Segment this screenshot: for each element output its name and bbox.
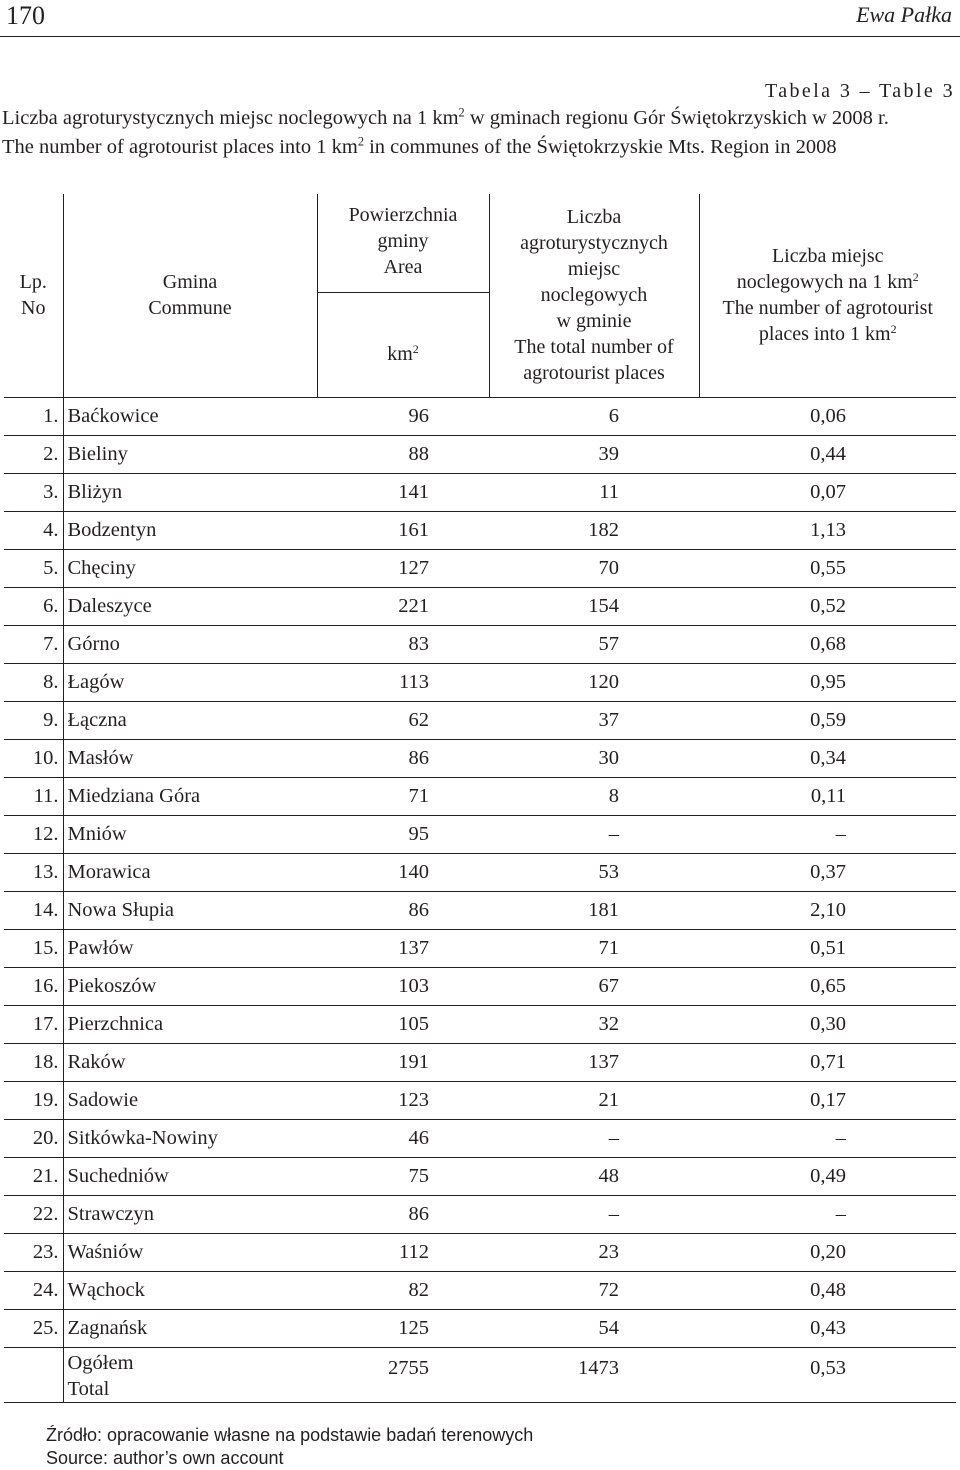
- places-value: 154: [489, 587, 699, 625]
- area-value: 86: [317, 891, 489, 929]
- total-label: Ogółem Total: [63, 1347, 317, 1402]
- area-value: 86: [317, 1195, 489, 1233]
- table-row: [4, 777, 956, 815]
- row-number: 14.: [4, 891, 63, 929]
- places-value: –: [489, 1119, 699, 1157]
- ratio-value: 0,34: [699, 739, 956, 777]
- total-row: [4, 1347, 956, 1402]
- area-value: 46: [317, 1119, 489, 1157]
- commune-name: Pawłów: [63, 929, 317, 967]
- places-value: 72: [489, 1271, 699, 1309]
- ratio-value: –: [699, 815, 956, 853]
- total-area: 2755: [317, 1347, 489, 1402]
- ratio-value: 1,13: [699, 511, 956, 549]
- table-row: [4, 397, 956, 435]
- commune-name: Zagnańsk: [63, 1309, 317, 1347]
- ratio-value: 0,68: [699, 625, 956, 663]
- row-number: 15.: [4, 929, 63, 967]
- header-area: Powierzchnia gminy Area $km^2$: [317, 194, 489, 397]
- row-number: 10.: [4, 739, 63, 777]
- area-value: 125: [317, 1309, 489, 1347]
- table-row: [4, 1119, 956, 1157]
- commune-name: Nowa Słupia: [63, 891, 317, 929]
- places-value: –: [489, 1195, 699, 1233]
- total-ratio: 0,53: [699, 1347, 956, 1402]
- places-value: 71: [489, 929, 699, 967]
- places-value: 39: [489, 435, 699, 473]
- ratio-value: 0,49: [699, 1157, 956, 1195]
- ratio-value: 0,48: [699, 1271, 956, 1309]
- table-row: [4, 967, 956, 1005]
- area-value: 137: [317, 929, 489, 967]
- table-row: [4, 891, 956, 929]
- places-value: 67: [489, 967, 699, 1005]
- area-value: 83: [317, 625, 489, 663]
- ratio-value: 0,20: [699, 1233, 956, 1271]
- commune-name: Baćkowice: [63, 397, 317, 435]
- running-head: [0, 0, 960, 37]
- commune-name: Sitkówka-Nowiny: [63, 1119, 317, 1157]
- row-number: 19.: [4, 1081, 63, 1119]
- commune-name: Suchedniów: [63, 1157, 317, 1195]
- area-value: 191: [317, 1043, 489, 1081]
- row-number: 8.: [4, 663, 63, 701]
- places-value: 8: [489, 777, 699, 815]
- commune-name: Piekoszów: [63, 967, 317, 1005]
- ratio-value: 2,10: [699, 891, 956, 929]
- table-row: [4, 1081, 956, 1119]
- ratio-value: 0,06: [699, 397, 956, 435]
- commune-name: Chęciny: [63, 549, 317, 587]
- places-value: 6: [489, 397, 699, 435]
- row-number: 6.: [4, 587, 63, 625]
- area-value: 82: [317, 1271, 489, 1309]
- area-value: 161: [317, 511, 489, 549]
- row-number: 11.: [4, 777, 63, 815]
- row-number: 13.: [4, 853, 63, 891]
- area-value: 113: [317, 663, 489, 701]
- table-row: [4, 1043, 956, 1081]
- table-row: [4, 1195, 956, 1233]
- ratio-value: 0,51: [699, 929, 956, 967]
- row-number: 7.: [4, 625, 63, 663]
- table-row: [4, 853, 956, 891]
- table-row: [4, 549, 956, 587]
- commune-name: Waśniów: [63, 1233, 317, 1271]
- table-row: [4, 663, 956, 701]
- ratio-value: 0,95: [699, 663, 956, 701]
- table-row: [4, 1005, 956, 1043]
- commune-name: Morawica: [63, 853, 317, 891]
- places-value: 30: [489, 739, 699, 777]
- row-number: 22.: [4, 1195, 63, 1233]
- table-row: [4, 473, 956, 511]
- row-number: 21.: [4, 1157, 63, 1195]
- table-row: [4, 1309, 956, 1347]
- area-value: 127: [317, 549, 489, 587]
- commune-name: Daleszyce: [63, 587, 317, 625]
- commune-name: Bliżyn: [63, 473, 317, 511]
- places-value: 37: [489, 701, 699, 739]
- ratio-value: 0,71: [699, 1043, 956, 1081]
- commune-name: Łączna: [63, 701, 317, 739]
- places-value: 70: [489, 549, 699, 587]
- area-value: 103: [317, 967, 489, 1005]
- commune-name: Bieliny: [63, 435, 317, 473]
- area-value: 105: [317, 1005, 489, 1043]
- page-number: 170: [6, 1, 45, 30]
- places-value: 11: [489, 473, 699, 511]
- commune-name: Pierzchnica: [63, 1005, 317, 1043]
- table-caption: [0, 78, 960, 162]
- ratio-value: 0,43: [699, 1309, 956, 1347]
- table-row: [4, 1157, 956, 1195]
- places-value: 21: [489, 1081, 699, 1119]
- places-value: 57: [489, 625, 699, 663]
- header-total-places: Liczba agroturystycznych miejsc noclegowych w gminie The total number of agrotourist places: [489, 194, 699, 397]
- source-note: [46, 1424, 533, 1470]
- table-body: [4, 397, 956, 1402]
- commune-name: Górno: [63, 625, 317, 663]
- row-number: 12.: [4, 815, 63, 853]
- commune-name: Sadowie: [63, 1081, 317, 1119]
- table-row: [4, 435, 956, 473]
- row-number: 9.: [4, 701, 63, 739]
- places-value: –: [489, 815, 699, 853]
- row-number: 24.: [4, 1271, 63, 1309]
- row-number: 17.: [4, 1005, 63, 1043]
- table-row: [4, 815, 956, 853]
- row-number: 25.: [4, 1309, 63, 1347]
- area-value: 123: [317, 1081, 489, 1119]
- table-row: [4, 1233, 956, 1271]
- ratio-value: 0,59: [699, 701, 956, 739]
- row-number: 18.: [4, 1043, 63, 1081]
- commune-name: Strawczyn: [63, 1195, 317, 1233]
- row-number: 4.: [4, 511, 63, 549]
- places-value: 23: [489, 1233, 699, 1271]
- caption-polish: Liczba agroturystycznych miejsc noclegowych na 1 $km^2$ w gminach regionu Gór Świętokrzyskich w 2008 r.: [2, 105, 889, 129]
- table-label: Tabela 3 – Table 3: [765, 80, 955, 102]
- places-value: 32: [489, 1005, 699, 1043]
- table-row: [4, 511, 956, 549]
- row-number: 16.: [4, 967, 63, 1005]
- commune-name: Masłów: [63, 739, 317, 777]
- ratio-value: –: [699, 1195, 956, 1233]
- places-value: 137: [489, 1043, 699, 1081]
- row-number: 3.: [4, 473, 63, 511]
- places-value: 182: [489, 511, 699, 549]
- row-number: 2.: [4, 435, 63, 473]
- ratio-value: 0,55: [699, 549, 956, 587]
- area-value: 95: [317, 815, 489, 853]
- header-commune: Gmina Commune: [63, 194, 317, 397]
- ratio-value: –: [699, 1119, 956, 1157]
- row-number: 5.: [4, 549, 63, 587]
- area-value: 221: [317, 587, 489, 625]
- area-value: 140: [317, 853, 489, 891]
- table-row: [4, 701, 956, 739]
- ratio-value: 0,37: [699, 853, 956, 891]
- table-row: [4, 739, 956, 777]
- ratio-value: 0,17: [699, 1081, 956, 1119]
- table-row: [4, 625, 956, 663]
- commune-name: Łagów: [63, 663, 317, 701]
- author-name: Ewa Pałka: [856, 2, 952, 27]
- area-value: 86: [317, 739, 489, 777]
- area-value: 75: [317, 1157, 489, 1195]
- table-row: [4, 1271, 956, 1309]
- commune-name: Wąchock: [63, 1271, 317, 1309]
- commune-name: Raków: [63, 1043, 317, 1081]
- commune-name: Miedziana Góra: [63, 777, 317, 815]
- places-value: 53: [489, 853, 699, 891]
- ratio-value: 0,30: [699, 1005, 956, 1043]
- total-places: 1473: [489, 1347, 699, 1402]
- row-number: 1.: [4, 397, 63, 435]
- ratio-value: 0,44: [699, 435, 956, 473]
- area-value: 96: [317, 397, 489, 435]
- table-header-row: [4, 194, 956, 397]
- table-row: [4, 929, 956, 967]
- header-no: Lp. No: [19, 271, 47, 320]
- commune-name: Mniów: [63, 815, 317, 853]
- area-value: 112: [317, 1233, 489, 1271]
- area-value: 141: [317, 473, 489, 511]
- source-english: Source: author’s own account: [46, 1448, 284, 1468]
- places-value: 54: [489, 1309, 699, 1347]
- row-number: 20.: [4, 1119, 63, 1157]
- ratio-value: 0,65: [699, 967, 956, 1005]
- header-places-per-km2: Liczba miejsc noclegowych na 1 $km^2$ The number of agrotourist places into 1 $km^2$: [699, 194, 956, 397]
- row-number: 23.: [4, 1233, 63, 1271]
- places-value: 181: [489, 891, 699, 929]
- commune-name: Bodzentyn: [63, 511, 317, 549]
- caption-english: The number of agrotourist places into 1 $km^2$ in communes of the Świętokrzyskie Mts. Region in 2008: [2, 134, 837, 158]
- places-value: 120: [489, 663, 699, 701]
- ratio-value: 0,52: [699, 587, 956, 625]
- ratio-value: 0,11: [699, 777, 956, 815]
- area-value: 62: [317, 701, 489, 739]
- source-polish: Źródło: opracowanie własne na podstawie badań terenowych: [46, 1425, 534, 1445]
- ratio-value: 0,07: [699, 473, 956, 511]
- area-value: 88: [317, 435, 489, 473]
- header-area-unit: $km^2$: [387, 341, 419, 365]
- table-row: [4, 587, 956, 625]
- area-value: 71: [317, 777, 489, 815]
- data-table: [4, 194, 956, 1403]
- places-value: 48: [489, 1157, 699, 1195]
